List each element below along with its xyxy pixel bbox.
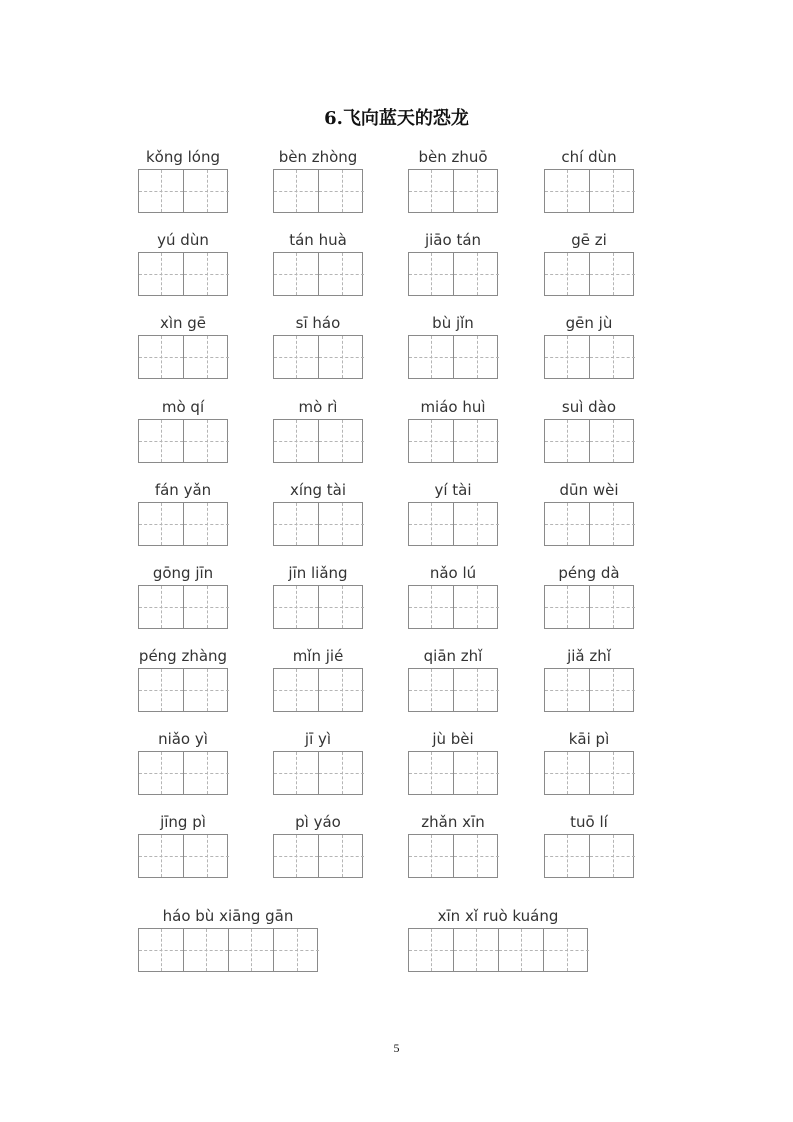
character-writing-grid[interactable] [544, 252, 634, 296]
tian-zi-ge-cell[interactable] [274, 929, 319, 971]
page-title: 6.飞向蓝天的恐龙 [324, 108, 469, 129]
tian-zi-ge-cell[interactable] [545, 586, 590, 628]
word-item [544, 812, 634, 878]
tian-zi-ge-cell[interactable] [139, 336, 184, 378]
word-item [544, 729, 634, 795]
character-writing-grid[interactable] [273, 502, 363, 546]
tian-zi-ge-cell[interactable] [409, 586, 454, 628]
word-item [138, 480, 228, 546]
tian-zi-ge-cell[interactable] [454, 752, 499, 794]
pinyin-label: pì yáo [295, 813, 341, 831]
word-item [408, 906, 588, 972]
tian-zi-ge-cell[interactable] [184, 170, 229, 212]
word-item [408, 729, 498, 795]
character-writing-grid[interactable] [544, 419, 634, 463]
tian-zi-ge-cell[interactable] [319, 253, 364, 295]
tian-zi-ge-cell[interactable] [590, 752, 635, 794]
pinyin-label: niǎo yì [158, 730, 208, 748]
character-writing-grid[interactable] [138, 169, 228, 213]
character-writing-grid[interactable] [138, 928, 318, 972]
tian-zi-ge-cell[interactable] [409, 752, 454, 794]
page-number: 5 [393, 1041, 400, 1055]
tian-zi-ge-cell[interactable] [545, 752, 590, 794]
tian-zi-ge-cell[interactable] [590, 420, 635, 462]
character-writing-grid[interactable] [138, 252, 228, 296]
word-item [138, 230, 228, 296]
pinyin-label: tán huà [289, 231, 347, 249]
tian-zi-ge-cell[interactable] [545, 336, 590, 378]
word-item [408, 313, 498, 379]
word-item [273, 397, 363, 463]
tian-zi-ge-cell[interactable] [409, 170, 454, 212]
character-writing-grid[interactable] [273, 585, 363, 629]
tian-zi-ge-cell[interactable] [409, 253, 454, 295]
pinyin-label: sī háo [295, 314, 341, 332]
pinyin-label: xíng tài [289, 481, 347, 499]
tian-zi-ge-cell[interactable] [184, 503, 229, 545]
tian-zi-ge-cell[interactable] [319, 835, 364, 877]
tian-zi-ge-cell[interactable] [274, 586, 319, 628]
tian-zi-ge-cell[interactable] [590, 586, 635, 628]
tian-zi-ge-cell[interactable] [590, 253, 635, 295]
tian-zi-ge-cell[interactable] [454, 586, 499, 628]
pinyin-label: péng zhàng [138, 647, 228, 665]
character-writing-grid[interactable] [138, 668, 228, 712]
pinyin-label: jù bèi [432, 730, 474, 748]
tian-zi-ge-cell[interactable] [454, 929, 499, 971]
character-writing-grid[interactable] [408, 928, 588, 972]
word-item [273, 646, 363, 712]
character-writing-grid[interactable] [544, 751, 634, 795]
tian-zi-ge-cell[interactable] [274, 669, 319, 711]
word-item [273, 812, 363, 878]
tian-zi-ge-cell[interactable] [184, 669, 229, 711]
word-item [138, 812, 228, 878]
pinyin-label: miáo huì [420, 398, 486, 416]
word-item [138, 729, 228, 795]
pinyin-label: jiǎ zhǐ [567, 647, 611, 665]
pinyin-label: fán yǎn [154, 481, 212, 499]
character-writing-grid[interactable] [408, 668, 498, 712]
word-item [408, 147, 498, 213]
pinyin-label: nǎo lú [429, 564, 477, 582]
tian-zi-ge-cell[interactable] [544, 929, 589, 971]
tian-zi-ge-cell[interactable] [454, 835, 499, 877]
pinyin-label: chí dùn [561, 148, 617, 166]
pinyin-label: mǐn jié [292, 647, 344, 665]
character-writing-grid[interactable] [408, 834, 498, 878]
tian-zi-ge-cell[interactable] [184, 752, 229, 794]
tian-zi-ge-cell[interactable] [139, 835, 184, 877]
tian-zi-ge-cell[interactable] [590, 503, 635, 545]
pinyin-label: kǒng lóng [145, 148, 221, 166]
tian-zi-ge-cell[interactable] [545, 420, 590, 462]
tian-zi-ge-cell[interactable] [499, 929, 544, 971]
character-writing-grid[interactable] [273, 252, 363, 296]
tian-zi-ge-cell[interactable] [409, 503, 454, 545]
word-item [138, 563, 228, 629]
pinyin-label: gē zi [571, 231, 607, 249]
tian-zi-ge-cell[interactable] [409, 669, 454, 711]
tian-zi-ge-cell[interactable] [319, 752, 364, 794]
pinyin-label: xīn xǐ ruò kuáng [437, 907, 559, 925]
tian-zi-ge-cell[interactable] [184, 835, 229, 877]
pinyin-label: qiān zhǐ [423, 647, 483, 665]
word-item [273, 313, 363, 379]
tian-zi-ge-cell[interactable] [545, 669, 590, 711]
pinyin-label: mò qí [161, 398, 205, 416]
word-item [273, 147, 363, 213]
word-item [138, 397, 228, 463]
word-item [273, 729, 363, 795]
tian-zi-ge-cell[interactable] [274, 835, 319, 877]
pinyin-label: jīn liǎng [288, 564, 348, 582]
character-writing-grid[interactable] [544, 585, 634, 629]
tian-zi-ge-cell[interactable] [319, 669, 364, 711]
character-writing-grid[interactable] [408, 169, 498, 213]
pinyin-label: kāi pì [568, 730, 610, 748]
pinyin-label: jī yì [304, 730, 332, 748]
word-item [408, 646, 498, 712]
tian-zi-ge-cell[interactable] [274, 170, 319, 212]
pinyin-label: dūn wèi [559, 481, 619, 499]
character-writing-grid[interactable] [273, 335, 363, 379]
pinyin-label: háo bù xiāng gān [162, 907, 294, 925]
tian-zi-ge-cell[interactable] [274, 336, 319, 378]
tian-zi-ge-cell[interactable] [139, 586, 184, 628]
pinyin-label: suì dào [561, 398, 617, 416]
word-item [273, 230, 363, 296]
tian-zi-ge-cell[interactable] [184, 253, 229, 295]
pinyin-label: péng dà [558, 564, 620, 582]
word-item [408, 397, 498, 463]
tian-zi-ge-cell[interactable] [409, 336, 454, 378]
tian-zi-ge-cell[interactable] [139, 420, 184, 462]
character-writing-grid[interactable] [273, 419, 363, 463]
word-item [273, 563, 363, 629]
character-writing-grid[interactable] [408, 502, 498, 546]
tian-zi-ge-cell[interactable] [454, 336, 499, 378]
character-writing-grid[interactable] [408, 335, 498, 379]
character-writing-grid[interactable] [138, 502, 228, 546]
pinyin-label: gēn jù [565, 314, 613, 332]
tian-zi-ge-cell[interactable] [545, 503, 590, 545]
tian-zi-ge-cell[interactable] [184, 586, 229, 628]
tian-zi-ge-cell[interactable] [274, 503, 319, 545]
tian-zi-ge-cell[interactable] [139, 669, 184, 711]
word-item [138, 906, 318, 972]
word-item [544, 480, 634, 546]
tian-zi-ge-cell[interactable] [139, 170, 184, 212]
character-writing-grid[interactable] [408, 751, 498, 795]
word-item [544, 147, 634, 213]
character-writing-grid[interactable] [138, 335, 228, 379]
tian-zi-ge-cell[interactable] [454, 253, 499, 295]
pinyin-label: gōng jīn [152, 564, 214, 582]
character-writing-grid[interactable] [544, 834, 634, 878]
character-writing-grid[interactable] [544, 668, 634, 712]
tian-zi-ge-cell[interactable] [409, 929, 454, 971]
tian-zi-ge-cell[interactable] [409, 835, 454, 877]
character-writing-grid[interactable] [138, 751, 228, 795]
tian-zi-ge-cell[interactable] [545, 253, 590, 295]
word-item [408, 812, 498, 878]
character-writing-grid[interactable] [138, 419, 228, 463]
tian-zi-ge-cell[interactable] [184, 420, 229, 462]
word-item [408, 230, 498, 296]
word-item [138, 646, 228, 712]
word-item [544, 397, 634, 463]
tian-zi-ge-cell[interactable] [454, 170, 499, 212]
character-writing-grid[interactable] [273, 169, 363, 213]
word-item [138, 313, 228, 379]
character-writing-grid[interactable] [273, 751, 363, 795]
tian-zi-ge-cell[interactable] [139, 503, 184, 545]
tian-zi-ge-cell[interactable] [139, 752, 184, 794]
tian-zi-ge-cell[interactable] [454, 503, 499, 545]
tian-zi-ge-cell[interactable] [319, 586, 364, 628]
tian-zi-ge-cell[interactable] [590, 669, 635, 711]
tian-zi-ge-cell[interactable] [139, 253, 184, 295]
word-item [544, 646, 634, 712]
tian-zi-ge-cell[interactable] [274, 253, 319, 295]
tian-zi-ge-cell[interactable] [409, 420, 454, 462]
character-writing-grid[interactable] [408, 419, 498, 463]
tian-zi-ge-cell[interactable] [139, 929, 184, 971]
character-writing-grid[interactable] [544, 502, 634, 546]
word-item [273, 480, 363, 546]
pinyin-label: bù jǐn [432, 314, 474, 332]
pinyin-label: zhǎn xīn [421, 813, 485, 831]
character-writing-grid[interactable] [138, 585, 228, 629]
character-writing-grid[interactable] [544, 169, 634, 213]
character-writing-grid[interactable] [138, 834, 228, 878]
pinyin-label: jiāo tán [424, 231, 482, 249]
pinyin-label: jīng pì [160, 813, 206, 831]
tian-zi-ge-cell[interactable] [545, 170, 590, 212]
word-item [544, 313, 634, 379]
tian-zi-ge-cell[interactable] [590, 170, 635, 212]
character-writing-grid[interactable] [408, 585, 498, 629]
tian-zi-ge-cell[interactable] [274, 752, 319, 794]
tian-zi-ge-cell[interactable] [545, 835, 590, 877]
pinyin-label: xìn gē [159, 314, 207, 332]
tian-zi-ge-cell[interactable] [590, 336, 635, 378]
pinyin-label: yí tài [434, 481, 472, 499]
character-writing-grid[interactable] [408, 252, 498, 296]
character-writing-grid[interactable] [273, 834, 363, 878]
word-item [408, 480, 498, 546]
character-writing-grid[interactable] [273, 668, 363, 712]
tian-zi-ge-cell[interactable] [319, 336, 364, 378]
tian-zi-ge-cell[interactable] [229, 929, 274, 971]
tian-zi-ge-cell[interactable] [184, 336, 229, 378]
word-item [138, 147, 228, 213]
word-item [544, 563, 634, 629]
word-item [408, 563, 498, 629]
tian-zi-ge-cell[interactable] [184, 929, 229, 971]
tian-zi-ge-cell[interactable] [454, 420, 499, 462]
tian-zi-ge-cell[interactable] [319, 170, 364, 212]
character-writing-grid[interactable] [544, 335, 634, 379]
tian-zi-ge-cell[interactable] [319, 420, 364, 462]
pinyin-label: bèn zhuō [418, 148, 488, 166]
tian-zi-ge-cell[interactable] [590, 835, 635, 877]
pinyin-label: tuō lí [570, 813, 608, 831]
word-item [544, 230, 634, 296]
pinyin-label: bèn zhòng [278, 148, 358, 166]
pinyin-label: mò rì [298, 398, 338, 416]
pinyin-label: yú dùn [157, 231, 209, 249]
tian-zi-ge-cell[interactable] [274, 420, 319, 462]
tian-zi-ge-cell[interactable] [319, 503, 364, 545]
tian-zi-ge-cell[interactable] [454, 669, 499, 711]
